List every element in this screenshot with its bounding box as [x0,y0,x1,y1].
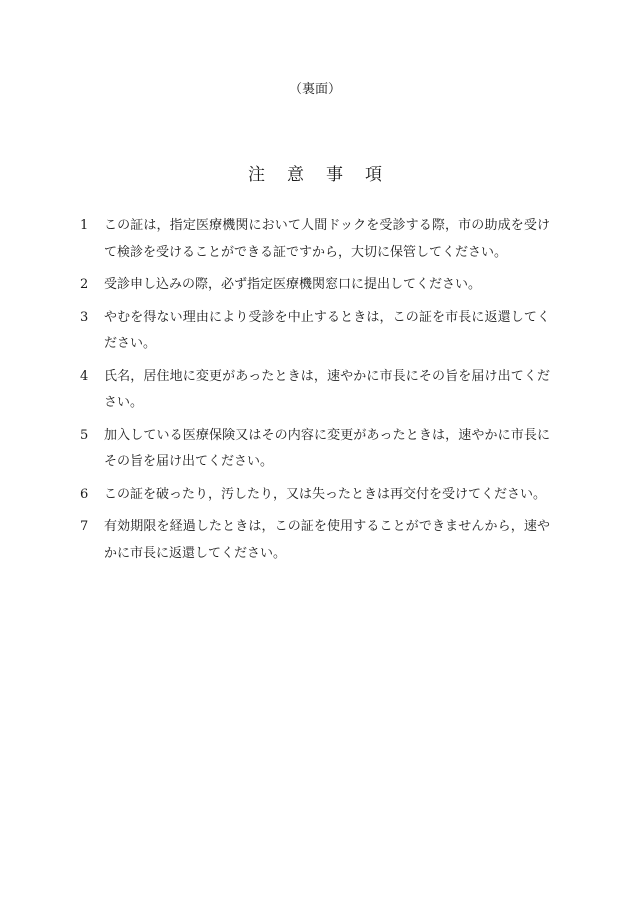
notes-list [80,213,550,573]
note-number: 6 [80,486,89,502]
note-number: 2 [80,277,89,292]
note-text: 有効期限を経過したときは，この証を使用することができませんから，速やかに市長に返還してください。 [104,519,550,561]
note-item [80,305,550,358]
note-item [80,423,550,476]
note-item [80,364,550,417]
note-text: やむを得ない理由により受診を中止するときは，この証を市長に返還してください。 [104,309,550,351]
note-item [80,482,550,509]
note-text: この証は，指定医療機関において人間ドックを受診する際，市の助成を受けて検診を受けることができる証ですから，大切に保管してください。 [104,218,550,260]
note-number: 4 [80,368,89,384]
note-text: この証を破ったり，汚したり，又は失ったときは再交付を受けてください。 [104,486,547,502]
note-number: 5 [80,427,89,443]
note-text: 加入している医療保険又はその内容に変更があったときは，速やかに市長にその旨を届け出てください。 [104,427,550,469]
note-number: 7 [80,519,89,534]
note-item [80,272,550,299]
note-number: 1 [80,218,89,233]
page-title: 注意事項 [248,165,404,185]
note-text: 受診申し込みの際，必ず指定医療機関窓口に提出してください。 [104,277,482,292]
note-number: 3 [80,309,89,325]
note-text: 氏名，居住地に変更があったときは，速やかに市長にその旨を届け出てください。 [104,368,550,410]
note-item [80,514,550,567]
reverse-side-label: （裏面） [288,82,341,97]
note-item [80,213,550,266]
